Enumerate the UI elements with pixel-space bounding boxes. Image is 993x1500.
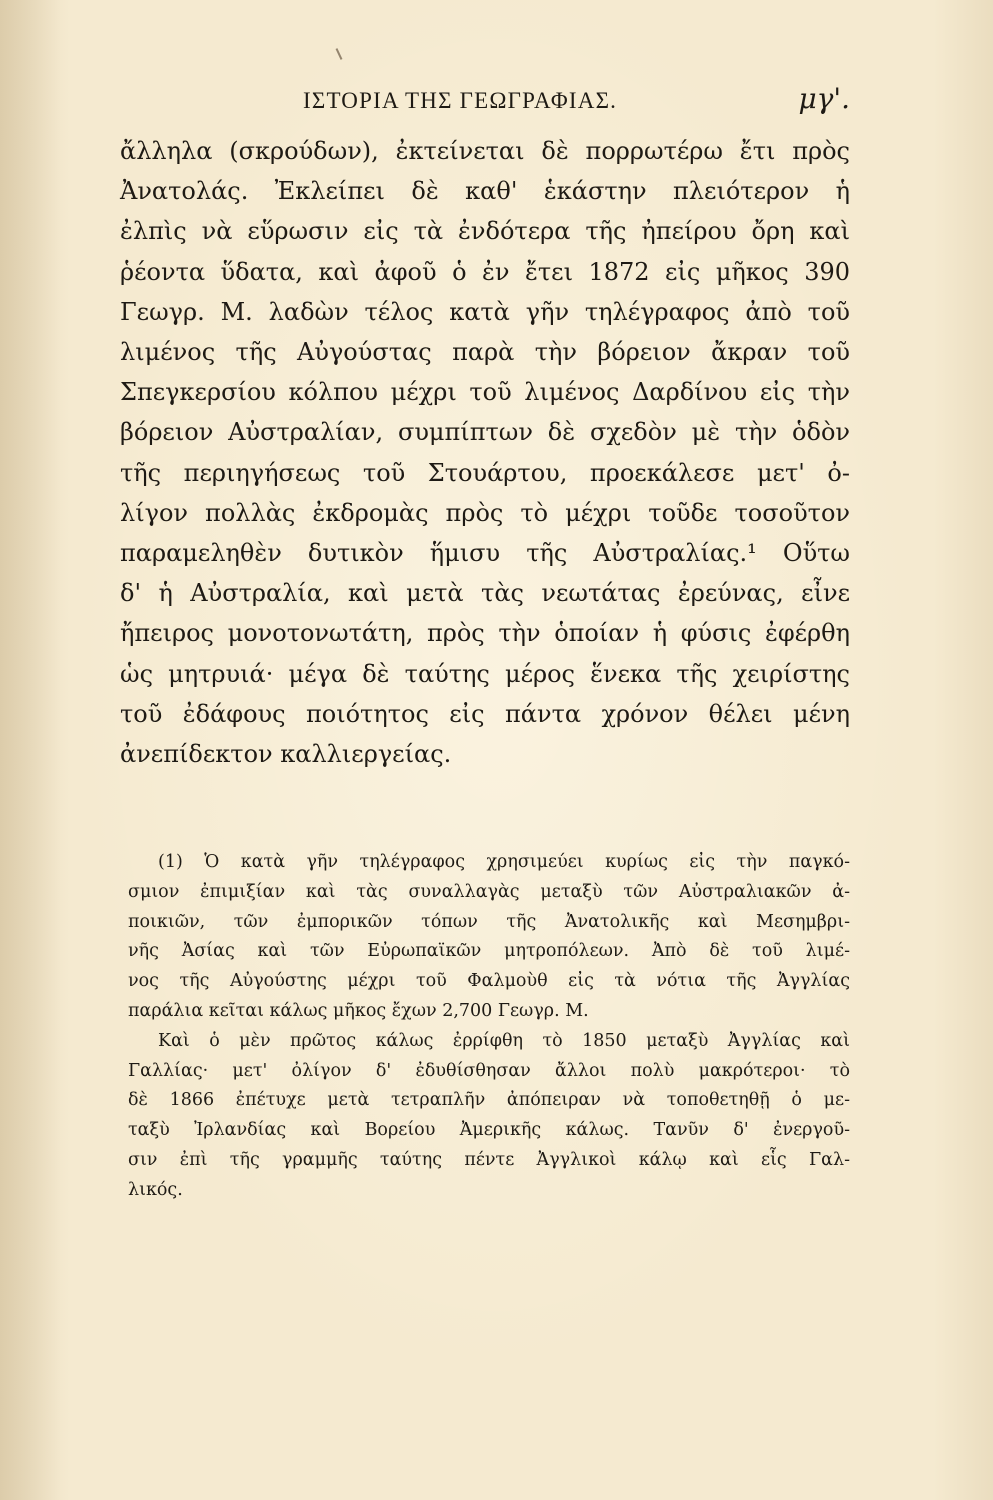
footnote-line: παράλια κεῖται κάλως μῆκος ἔχων 2,700 Γεωγρ. Μ. — [128, 1000, 589, 1021]
text-line: ἐλπὶς νὰ εὕρωσιν εἰς τὰ ἐνδότερα τῆς ἠπείρου ὄρη καὶ — [120, 217, 850, 246]
text-line: βόρειον Αὐστραλίαν, συμπίπτων δὲ σχεδὸν μὲ τὴν ὁδὸν — [120, 418, 850, 447]
text-line: τῆς περιηγήσεως τοῦ Στουάρτου, προεκάλεσε μετ' ὀ- — [120, 458, 850, 487]
footnote-line: λικός. — [128, 1179, 183, 1200]
footnote-line: ταξὺ Ἰρλανδίας καὶ Βορείου Ἀμερικῆς κάλως. Τανῦν δ' ἐνεργοῦ- — [128, 1120, 850, 1141]
footnote-line: δὲ 1866 ἐπέτυχε μετὰ τετραπλῆν ἀπόπειραν νὰ τοποθετηθῇ ὁ με- — [128, 1090, 850, 1111]
footnotes — [128, 848, 850, 1206]
ink-mark — [336, 48, 343, 60]
page-gutter-shadow — [0, 0, 70, 1500]
text-line: Σπεγκερσίου κόλπου μέχρι τοῦ λιμένος Δαρδίνου εἰς τὴν — [120, 378, 850, 407]
text-line: ῥέοντα ὕδατα, καὶ ἀφοῦ ὁ ἐν ἔτει 1872 εἰς μῆκος 390 — [120, 257, 850, 286]
page-number: μγ'. — [798, 82, 850, 115]
footnote-line: (1) Ὁ κατὰ γῆν τηλέγραφος χρησιμεύει κυρίως εἰς τὴν παγκό- — [158, 852, 850, 872]
text-line: λιμένος τῆς Αὐγούστας παρὰ τὴν βόρειον ἄκραν τοῦ — [120, 338, 850, 367]
text-line: ὡς μητρυιά· μέγα δὲ ταύτης μέρος ἕνεκα τῆς χειρίστης — [120, 659, 850, 688]
text-line: ἤπειρος μονοτονωτάτη, πρὸς τὴν ὁποίαν ἡ φύσις ἐφέρθη — [120, 619, 850, 648]
text-line: λίγον πολλὰς ἐκδρομὰς πρὸς τὸ μέχρι τοῦδε τοσοῦτον — [120, 498, 850, 527]
text-line: Ἀνατολάς. Ἐκλείπει δὲ καθ' ἑκάστην πλειότερον ἡ — [120, 177, 850, 206]
footnote-line: Γαλλίας· μετ' ὀλίγον δ' ἐδυθίσθησαν ἄλλοι πολὺ μακρότεροι· τὸ — [128, 1060, 850, 1081]
footnote-line: νος τῆς Αὐγούστης μέχρι τοῦ Φαλμοὺθ εἰς τὰ νότια τῆς Ἀγγλίας — [128, 971, 850, 992]
footnote-line: ποικιῶν, τῶν ἐμπορικῶν τόπων τῆς Ἀνατολικῆς καὶ Μεσημβρι- — [128, 911, 850, 932]
footnote-line: Καὶ ὁ μὲν πρῶτος κάλως ἐρρίφθη τὸ 1850 μεταξὺ Ἀγγλίας καὶ — [158, 1030, 850, 1051]
text-line: Γεωγρ. Μ. λαδὼν τέλος κατὰ γῆν τηλέγραφος ἀπὸ τοῦ — [120, 297, 850, 326]
text-line: δ' ἡ Αὐστραλία, καὶ μετὰ τὰς νεωτάτας ἐρεύνας, εἶνε — [120, 579, 850, 608]
text-line: τοῦ ἐδάφους ποιότητος εἰς πάντα χρόνον θέλει μένη — [120, 699, 850, 728]
main-text — [120, 131, 850, 774]
text-line: ἄλληλα (σκρούδων), ἐκτείνεται δὲ πορρωτέρω ἔτι πρὸς — [120, 137, 850, 165]
footnote-line: σιν ἐπὶ τῆς γραμμῆς ταύτης πέντε Ἀγγλικοὶ κάλῳ καὶ εἷς Γαλ- — [128, 1149, 850, 1170]
footnote-line: σμιον ἐπιμιξίαν καὶ τὰς συναλλαγὰς μεταξὺ τῶν Αὐστραλιακῶν ἀ- — [128, 881, 850, 902]
running-title: ΙΣΤΟΡΙΑ ΤΗΣ ΓΕΩΓΡΑΦΙΑΣ. — [303, 88, 618, 113]
text-line: ἀνεπίδεκτον καλλιεργείας. — [120, 740, 452, 769]
footnote-line: νῆς Ἀσίας καὶ τῶν Εὐρωπαϊκῶν μητροπόλεων. Ἀπὸ δὲ τοῦ λιμέ- — [128, 941, 850, 962]
page-header — [120, 82, 850, 122]
text-line: παραμεληθὲν δυτικὸν ἥμισυ τῆς Αὐστραλίας.¹ Οὕτω — [120, 539, 850, 568]
